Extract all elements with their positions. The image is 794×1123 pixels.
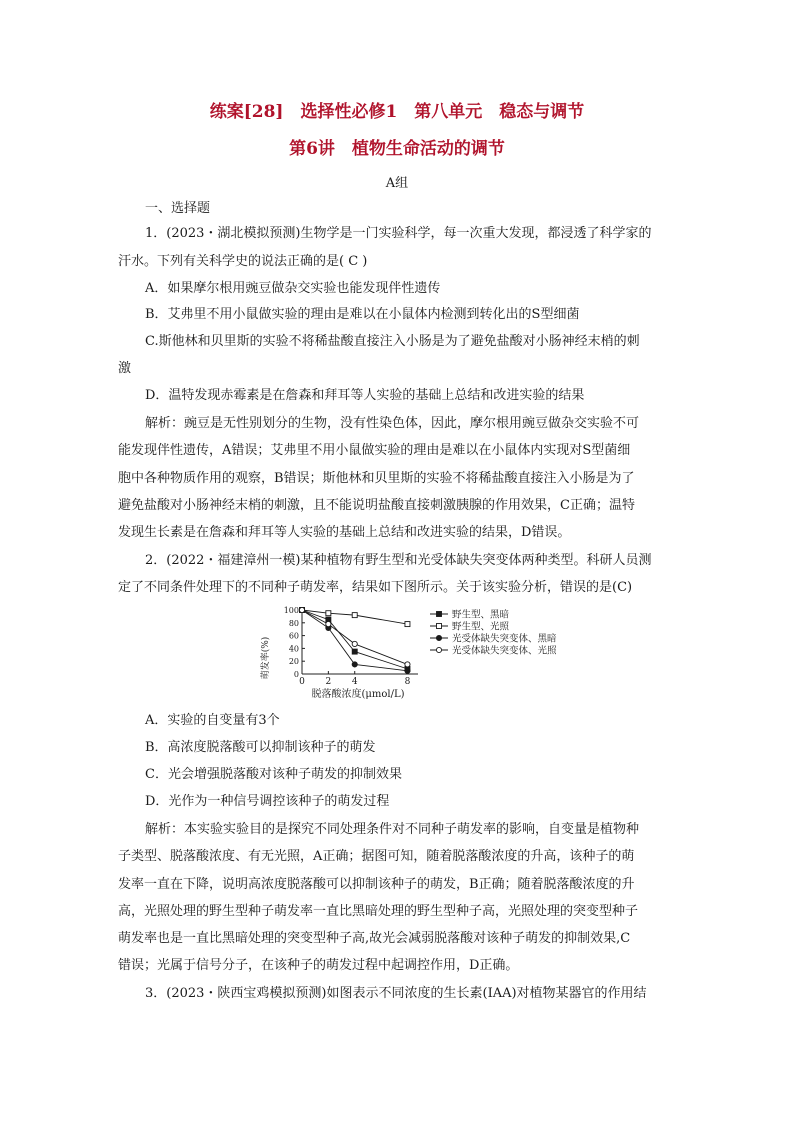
y-tick-label: 40 <box>288 644 299 654</box>
data-point <box>299 607 304 612</box>
page-subtitle: 第6讲 植物生命活动的调节 <box>289 139 505 159</box>
germination-chart <box>258 600 568 700</box>
legend-label: 光受体缺失突变体、光照 <box>452 645 557 657</box>
q2-option-a: A．实验的自变量有3个 <box>145 713 280 728</box>
q2-analysis-line-4: 高，光照处理的野生型种子萌发率一直比黑暗处理的野生型种子高，光照处理的突变型种子 <box>118 904 639 919</box>
data-point <box>352 613 357 618</box>
data-point <box>352 662 357 667</box>
group-label: A组 <box>385 176 409 191</box>
q1-option-a: A．如果摩尔根用豌豆做杂交实验也能发现伴性遗传 <box>145 281 441 296</box>
q1-option-b: B．艾弗里不用小鼠做实验的理由是难以在小鼠体内检测到转化出的S型细菌 <box>145 307 580 322</box>
page-title: 练案[28] 选择性必修1 第八单元 稳态与调节 <box>209 102 585 122</box>
q2-analysis-line-2: 子类型、脱落酸浓度、有无光照，A正确；据图可知，随着脱落酸浓度的升高，该种子的萌 <box>118 849 635 864</box>
x-tick-label: 4 <box>351 677 358 687</box>
q2-analysis-line-6: 错误；光属于信号分子，在该种子的萌发过程中起调控作用，D正确。 <box>118 958 519 973</box>
legend-marker <box>436 635 441 640</box>
q1-stem-line-2: 汗水。下列有关科学史的说法正确的是( C ) <box>118 254 368 269</box>
q1-stem-line-1: 1．(2023・湖北模拟预测)生物学是一门实验科学，每一次重大发现，都浸透了科学家的 <box>145 226 652 241</box>
q1-option-d: D．温特发现赤霉素是在詹森和拜耳等人实验的基础上总结和改进实验的结果 <box>145 388 585 403</box>
y-tick-label: 0 <box>293 670 299 679</box>
q1-analysis-line-1: 解析：豌豆是无性别划分的生物，没有性染色体，因此，摩尔根用豌豆做杂交实验不可 <box>145 416 640 431</box>
legend-marker <box>437 624 442 629</box>
q2-analysis-line-3: 发率一直在下降，说明高浓度脱落酸可以抑制该种子的萌发，B正确；随着脱落酸浓度的升 <box>118 877 635 892</box>
q2-option-b: B．高浓度脱落酸可以抑制该种子的萌发 <box>145 740 376 755</box>
legend-label: 野生型、黑暗 <box>452 609 510 621</box>
data-point <box>405 668 410 673</box>
section-heading: 一、选择题 <box>145 201 211 216</box>
q1-option-c-cont: 激 <box>118 361 132 376</box>
x-tick-label: 0 <box>299 677 305 687</box>
q2-option-d: D．光作为一种信号调控该种子的萌发过程 <box>145 794 390 809</box>
x-tick-label: 2 <box>325 677 332 687</box>
q2-analysis-line-5: 萌发率也是一直比黑暗处理的突变型种子高,故光会减弱脱落酸对该种子萌发的抑制效果,C <box>118 931 631 946</box>
x-axis-label: 脱落酸浓度(μmol/L) <box>311 689 405 700</box>
q2-stem-line-1: 2．(2022・福建漳州一模)某种植物有野生型和光受体缺失突变体两种类型。科研人员测 <box>145 553 652 568</box>
data-point <box>326 621 331 626</box>
q2-stem-line-2: 定了不同条件处理下的不同种子萌发率，结果如下图所示。关于该实验分析，错误的是(C) <box>118 580 633 595</box>
chart-legend <box>430 609 557 657</box>
legend-label: 光受体缺失突变体、黑暗 <box>452 633 557 645</box>
data-point <box>405 662 410 667</box>
data-point <box>352 649 357 654</box>
y-tick-label: 60 <box>288 631 299 641</box>
data-point <box>405 622 410 627</box>
q2-analysis-line-1: 解析：本实验实验目的是探究不同处理条件对不同种子萌发率的影响，自变量是植物种 <box>145 822 640 837</box>
y-tick-label: 20 <box>288 657 299 667</box>
data-point <box>352 641 357 646</box>
q1-analysis-line-4: 避免盐酸对小肠神经末梢的刺激，且不能说明盐酸直接刺激胰腺的作用效果，C正确；温特 <box>118 498 635 513</box>
x-tick-label: 8 <box>404 677 411 687</box>
q1-analysis-line-5: 发现生长素是在詹森和拜耳等人实验的基础上总结和改进实验的结果，D错误。 <box>118 525 571 540</box>
y-tick-label: 100 <box>283 606 299 615</box>
legend-marker <box>437 612 442 617</box>
series-line-3 <box>302 610 407 664</box>
legend-marker <box>436 647 441 652</box>
q1-analysis-line-2: 能发现伴性遗传，A错误；艾弗里不用小鼠做实验的理由是难以在小鼠体内实现对S型菌细 <box>118 443 631 458</box>
q3-stem-line-1: 3．(2023・陕西宝鸡模拟预测)如图表示不同浓度的生长素(IAA)对植物某器官的作用结 <box>145 986 647 1001</box>
y-tick-label: 80 <box>288 618 299 628</box>
q1-analysis-line-3: 胞中各种物质作用的观察，B错误；斯他林和贝里斯的实验不将稀盐酸直接注入小肠是为了 <box>118 471 635 486</box>
q1-option-c: C.斯他林和贝里斯的实验不将稀盐酸直接注入小肠是为了避免盐酸对小肠神经末梢的刺 <box>145 334 640 349</box>
legend-label: 野生型、光照 <box>452 621 510 633</box>
chart-series <box>299 607 410 673</box>
q2-option-c: C．光会增强脱落酸对该种子萌发的抑制效果 <box>145 767 402 782</box>
y-axis-label: 萌发率(%) <box>261 636 271 680</box>
data-point <box>326 611 331 616</box>
